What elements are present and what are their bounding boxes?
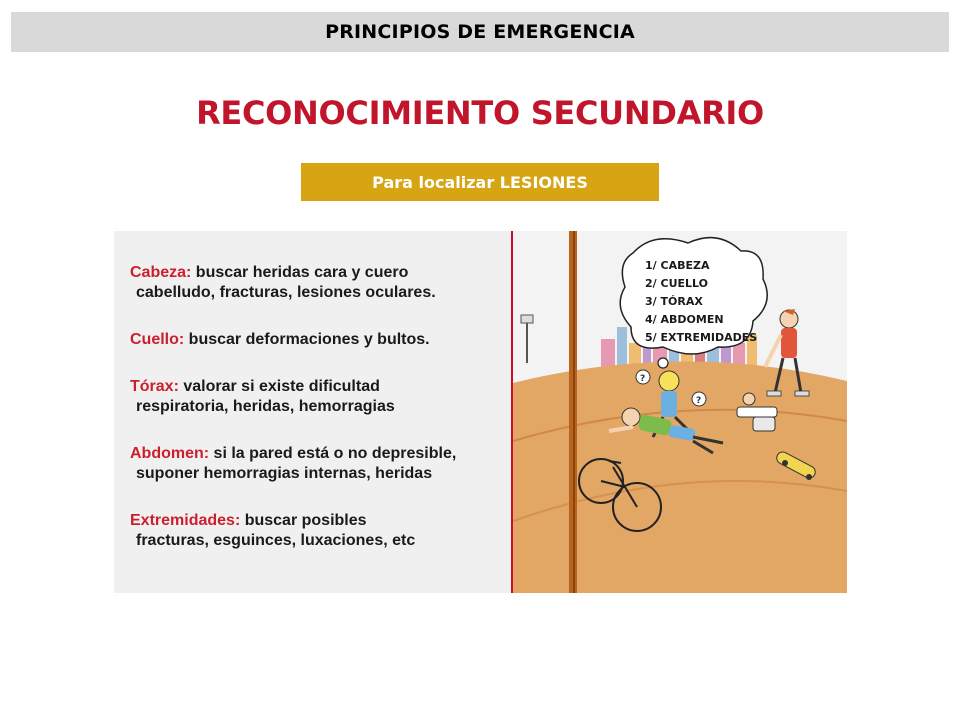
svg-text:?: ? [696,396,702,406]
item-line2: suponer hemorragias internas, heridas [136,465,433,482]
list-item-cuello [130,330,516,350]
content-image [114,231,847,593]
svg-text:?: ? [640,374,646,384]
bubble-item-1: 1/ CABEZA [645,259,710,272]
bubble-item-3: 3/ TÓRAX [645,295,703,308]
list-item-cabeza [130,263,516,303]
assessment-list [130,263,516,578]
item-keyword: Cuello: [130,331,185,348]
section-header-text: PRINCIPIOS DE EMERGENCIA [325,21,635,43]
item-line2: respiratoria, heridas, hemorragias [136,398,395,415]
slide-title: RECONOCIMIENTO SECUNDARIO [196,94,764,132]
bubble-item-4: 4/ ABDOMEN [645,313,724,326]
subtitle-text: Para localizar LESIONES [372,172,588,192]
item-line2: cabelludo, fracturas, lesiones oculares. [136,284,436,301]
bubble-item-2: 2/ CUELLO [645,277,708,290]
item-line1: buscar deformaciones y bultos. [184,331,430,348]
subtitle-banner [301,163,659,201]
item-keyword: Cabeza: [130,264,192,281]
item-keyword: Abdomen: [130,445,210,462]
item-line1: si la pared está o no depresible, [209,445,457,462]
section-header-bar [11,12,949,52]
item-keyword: Tórax: [130,378,179,395]
bubble-item-5: 5/ EXTREMIDADES [645,331,758,344]
list-item-abdomen [130,444,516,484]
item-line1: buscar posibles [240,512,367,529]
list-item-extremidades [130,511,516,551]
item-line1: valorar si existe dificultad [178,378,380,395]
item-line1: buscar heridas cara y cuero [191,264,409,281]
item-line2: fracturas, esguinces, luxaciones, etc [136,532,416,549]
list-item-torax [130,377,516,417]
item-keyword: Extremidades: [130,512,241,529]
accident-scene-illustration [513,231,847,593]
